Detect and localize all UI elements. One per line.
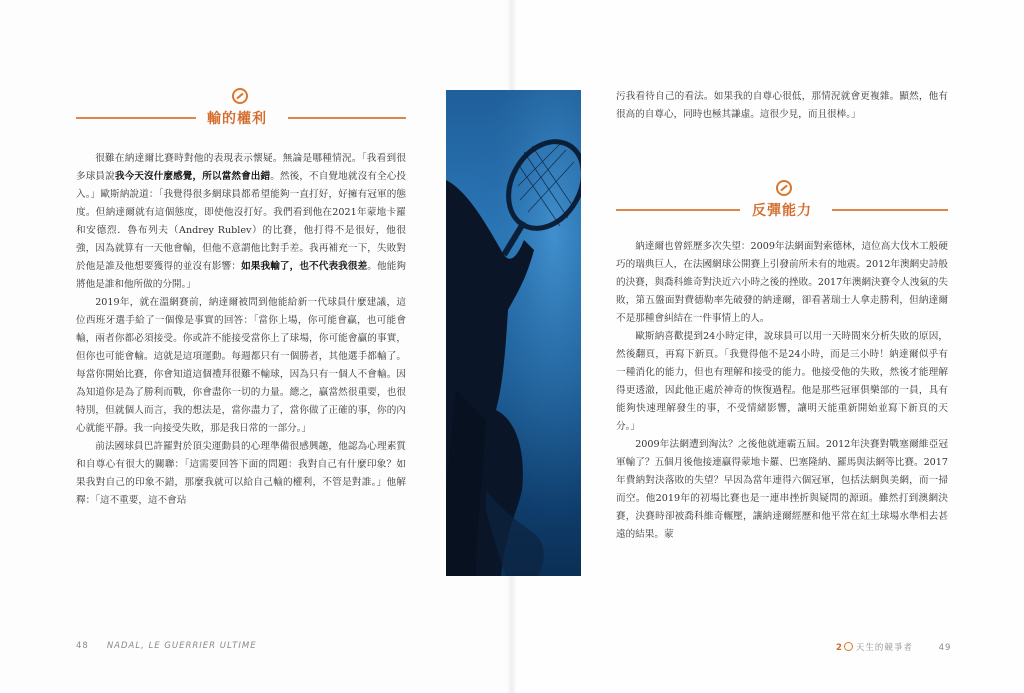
chapter-number: 2 [836,643,843,653]
right-body-text [616,238,948,544]
heading-rule-left-r [616,209,740,211]
right-footer [836,641,951,653]
text-run: 。然後，不自覺地就沒有全心投入。」歐斯納說道：「我覺得很多網球員都希望能夠一直打好，好擁有冠軍的態度。但納達爾就有這個態度，即使他沒打好。我們看到他在2021年蒙地卡羅和安德烈．魯布列夫（Andrey Rublev）的比賽，他打得不是很好，他很強，因為就算有一天他會輸，但他不意謂他比對手差。我再補充一下，失敗對於他是誰及他想要獲得的並沒有影響： [76,171,407,272]
paragraph: 2009年法網遭到淘汰？之後他就連霸五屆。2012年決賽對戰塞爾維亞冠軍輸了？五個月後他接連贏得蒙地卡羅、巴塞隆納、羅馬與法網等比賽。2017年費納對決落敗的失望？早因為當年連得六個冠軍，包括法網與美網，而一掃而空。他2019年的初場比賽也是一連串挫折與疑問的源頭。雖然打到澳網決賽，決賽時卻被喬科維奇輾壓，讓納達爾經歷和他平常在紅土球場水準相去甚遠的結果。蒙 [616,439,948,540]
tennis-ball-icon [844,642,853,651]
paragraph: 污我看待自己的看法。如果我的自尊心很低，那情況就會更複雜。顯然，他有很高的自尊心，同時也極其謙虛。這很少見，而且很棒。」 [616,91,948,120]
paragraph: 納達爾也曾經歷多次失望：2009年法網面對索德林，這位高大伐木工般硬巧的瑞典巨人，在法國網球公開賽上引發前所未有的地震。2012年澳網史詩般的決賽，與喬科維奇對決近六小時之後的挫敗。2017年澳網決賽令人洩氣的失敗，第五盤面對費德勒率先破發的納達爾，卻看著瑞士人拿走勝利，但納達爾不是那種會糾結在一件事情上的人。 [616,241,948,324]
section-heading-left [76,88,406,132]
tennis-player-photo [446,90,581,576]
bold-quote: 我今天沒什麼感覺，所以當然會出錯 [114,171,271,182]
section-title-right: 反彈能力 [752,203,812,219]
page-number-left: 48 [76,641,89,651]
section-title-left: 輸的權利 [207,111,267,127]
chapter-title: 天生的競爭者 [855,643,913,653]
section-heading-right [616,180,948,224]
tennis-ball-icon [776,180,792,196]
heading-rule-right [288,117,406,119]
tennis-player-silhouette-icon [446,90,581,576]
paragraph [76,150,406,294]
text-run: 前法國球員巴許羅對於頂尖運動員的心理準備很感興趣，他認為心理素質和自尊心有很大的關聯：「這需要回答下面的問題：我對自己有什麼印象？如果我對自己的印象不錯，那麼我就可以給自己輸的權利，不管是對誰。」他解釋：「這不重要，這不會玷 [76,441,406,506]
heading-rule-left [76,117,196,119]
right-intro-text [616,88,948,124]
bold-quote: 如果我輸了，也不代表我很差 [241,261,368,272]
left-body-text [76,150,406,510]
text-run: 很難在納達爾比賽時對他的表現表示懷疑。無論是哪種情況。「我看到很多球員說 [76,153,406,182]
tennis-ball-icon [232,88,248,104]
paragraph [76,294,406,438]
running-head: NADAL, LE GUERRIER ULTIME [106,641,257,651]
paragraph [76,438,406,510]
text-run: 2019年，就在溫網賽前，納達爾被問到他能給新一代球員什麼建議，這位西班牙選手給了一個像是事實的回答：「當你上場，你可能會贏，也可能會輸，兩者你都必須接受。你或許不能接受當你上了球場，你可能會贏的事實，但你也可能會輸。這就是這項運動。每週都只有一個勝者，其他選手都輸了。每當你開始比賽，你會知道這個禮拜很難不輸球，因為只有一個人不會輸。因為知道你是為了勝利而戰，你會盡你一切的力量。總之，贏當然很重要，也很特別，但就個人而言，我的想法是，當你盡力了，當你做了正確的事，你的內心就能平靜。我一向接受失敗，那是我日常的一部分。」 [76,297,406,434]
text-run: 。他能夠將他是誰和他所做的分開。」 [76,261,407,290]
left-footer [76,641,257,651]
paragraph: 歐斯納喜歡提到24小時定律，說球員可以用一天時間來分析失敗的原因，然後翻頁，再寫下新頁。「我覺得他不是24小時，而是三小時！納達爾似乎有一種消化的能力，但也有理解和接受的能力。他接受他的失敗，然後才能理解得更透澈，因此他正處於神奇的恢復過程。他是那些冠軍俱樂部的一員，具有能夠快速理解發生的事，不受情緒影響，讓明天能重新開始並寫下新頁的天分。」 [616,331,948,432]
page-number-right: 49 [938,643,952,653]
heading-rule-right-r [832,209,948,211]
